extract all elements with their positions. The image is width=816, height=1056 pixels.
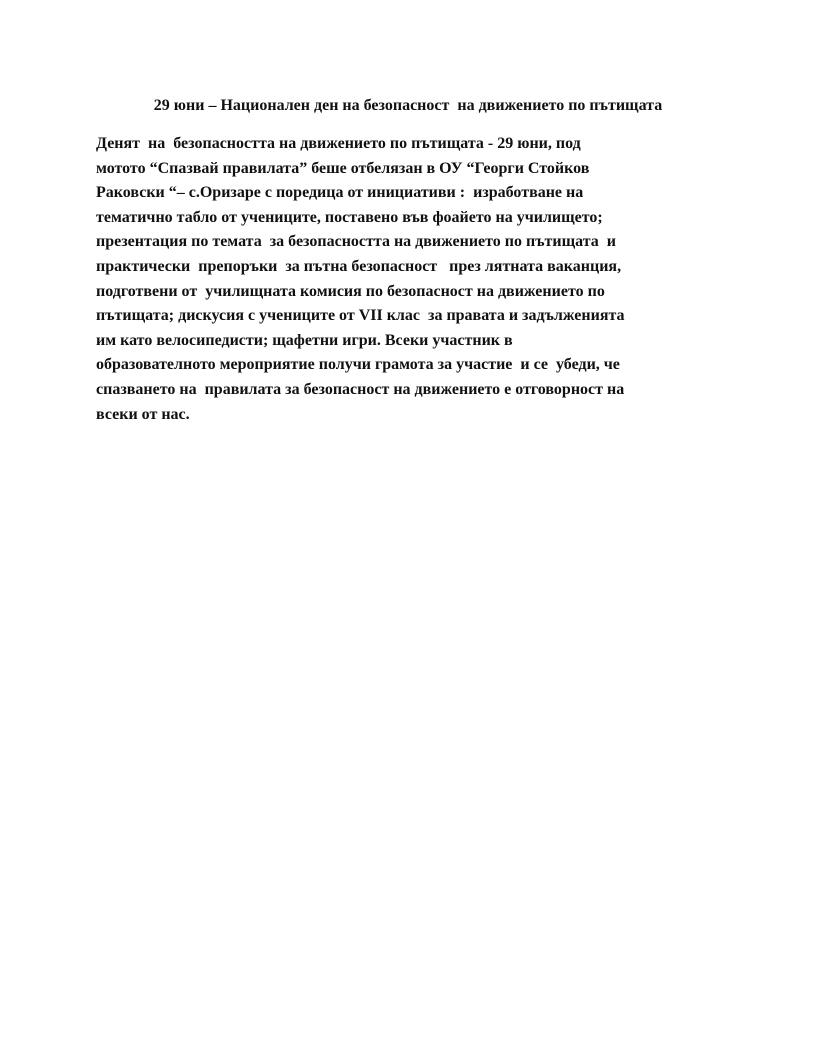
paragraph-line: мотото “Спазвай правилата” беше отбелязан в ОУ “Георги Стойков — [96, 159, 590, 177]
paragraph-line: подготвени от училищната комисия по безопасност на движението по — [96, 282, 605, 300]
paragraph-line: Раковски “– с.Оризаре с поредица от инициативи : изработване на — [96, 184, 584, 202]
paragraph-line: пътищата; дискусия с учениците от VII клас за правата и задълженията — [96, 307, 625, 325]
paragraph-line: им като велосипедисти; щафетни игри. Всеки участник в — [96, 331, 513, 349]
document-paragraph — [96, 132, 726, 427]
paragraph-line: образователното мероприятие получи грамота за участие и се убеди, че — [96, 356, 620, 374]
paragraph-line: тематично табло от учениците, поставено във фоайето на училището; — [96, 208, 603, 226]
paragraph-line: спазването на правилата за безопасност на движението е отговорност на — [96, 380, 625, 398]
paragraph-line: всеки от нас. — [96, 405, 190, 423]
paragraph-line: Денят на безопасността на движението по пътищата - 29 юни, под — [96, 135, 581, 152]
document-title: 29 юни – Национален ден на безопасност на движението по пътищата — [153, 97, 663, 114]
paragraph-line: практически препоръки за пътна безопасност през лятната ваканция, — [96, 257, 622, 275]
paragraph-line: презентация по темата за безопасността на движението по пътищата и — [96, 233, 616, 251]
